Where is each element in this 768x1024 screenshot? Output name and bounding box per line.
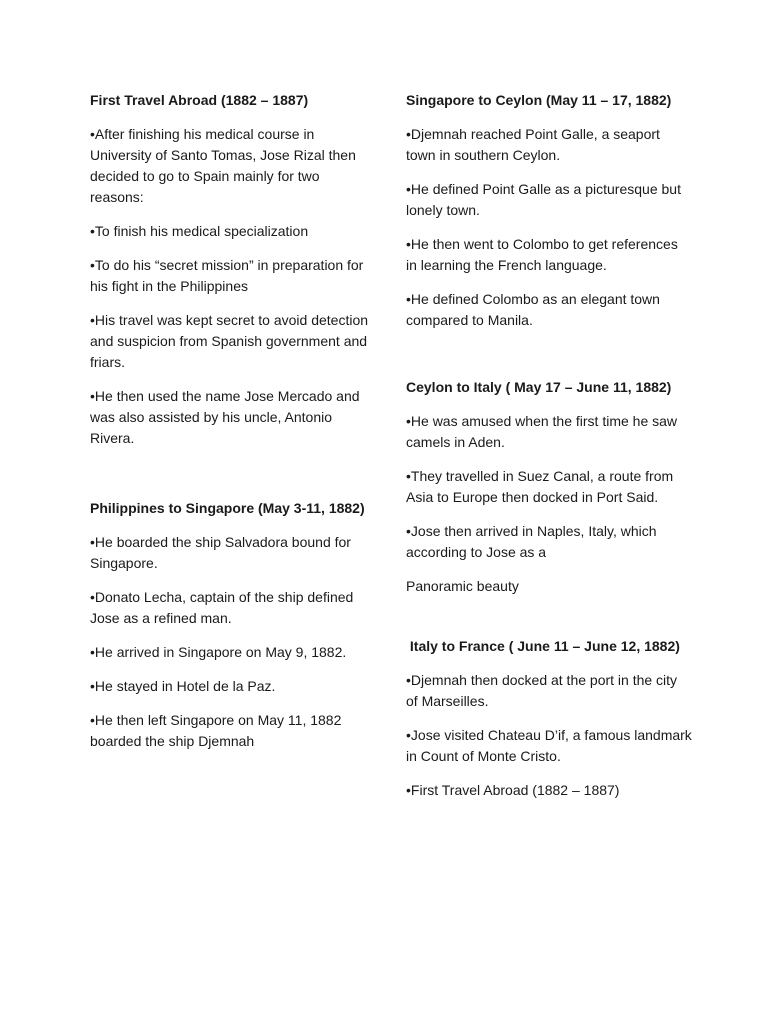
paragraph: •His travel was kept secret to avoid detection and suspicion from Spanish government and friars. — [90, 312, 369, 370]
section-spacer — [406, 344, 692, 377]
paragraph: •After finishing his medical course in University of Santo Tomas, Jose Rizal then decided to go to Spain mainly for two reasons: — [90, 126, 356, 205]
paragraph: Panoramic beauty — [406, 578, 519, 594]
section-ceylon-to-italy — [406, 377, 692, 597]
section-spacer — [406, 610, 692, 636]
paragraph: •He boarded the ship Salvadora bound for Singapore. — [90, 534, 351, 571]
section-singapore-to-ceylon — [406, 90, 692, 331]
paragraph: •He arrived in Singapore on May 9, 1882. — [90, 644, 347, 660]
left-column — [90, 90, 370, 765]
section-heading: Ceylon to Italy ( May 17 – June 11, 1882) — [406, 379, 672, 395]
paragraph: •Djemnah then docked at the port in the city of Marseilles. — [406, 672, 678, 709]
paragraph: •He was amused when the first time he saw camels in Aden. — [406, 413, 678, 450]
paragraph: •They travelled in Suez Canal, a route from Asia to Europe then docked in Port Said. — [406, 468, 674, 505]
paragraph: •He then used the name Jose Mercado and was also assisted by his uncle, Antonio Rivera. — [90, 388, 360, 446]
paragraph: •To do his “secret mission” in preparation for his fight in the Philippines — [90, 257, 364, 294]
paragraph: •First Travel Abroad (1882 – 1887) — [406, 782, 620, 798]
section-first-travel-abroad — [90, 90, 370, 449]
paragraph: •Jose visited Chateau D’if, a famous landmark in Count of Monte Cristo. — [406, 727, 692, 764]
paragraph: •Jose then arrived in Naples, Italy, which according to Jose as a — [406, 523, 657, 560]
section-heading: First Travel Abroad (1882 – 1887) — [90, 92, 309, 108]
paragraph: •He then went to Colombo to get references in learning the French language. — [406, 236, 678, 273]
section-heading: Italy to France ( June 11 – June 12, 1882) — [406, 638, 680, 654]
section-heading: Singapore to Ceylon (May 11 – 17, 1882) — [406, 92, 672, 108]
section-spacer — [90, 462, 370, 498]
paragraph: •He then left Singapore on May 11, 1882 boarded the ship Djemnah — [90, 712, 342, 749]
paragraph: •Donato Lecha, captain of the ship defined Jose as a refined man. — [90, 589, 354, 626]
paragraph: •He stayed in Hotel de la Paz. — [90, 678, 276, 694]
section-heading: Philippines to Singapore (May 3-11, 1882) — [90, 500, 365, 516]
paragraph: •He defined Colombo as an elegant town compared to Manila. — [406, 291, 660, 328]
paragraph: •He defined Point Galle as a picturesque but lonely town. — [406, 181, 681, 218]
section-italy-to-france — [406, 636, 692, 801]
right-column — [406, 90, 692, 814]
paragraph: •Djemnah reached Point Galle, a seaport town in southern Ceylon. — [406, 126, 660, 163]
section-philippines-to-singapore — [90, 498, 370, 752]
paragraph: •To finish his medical specialization — [90, 223, 309, 239]
